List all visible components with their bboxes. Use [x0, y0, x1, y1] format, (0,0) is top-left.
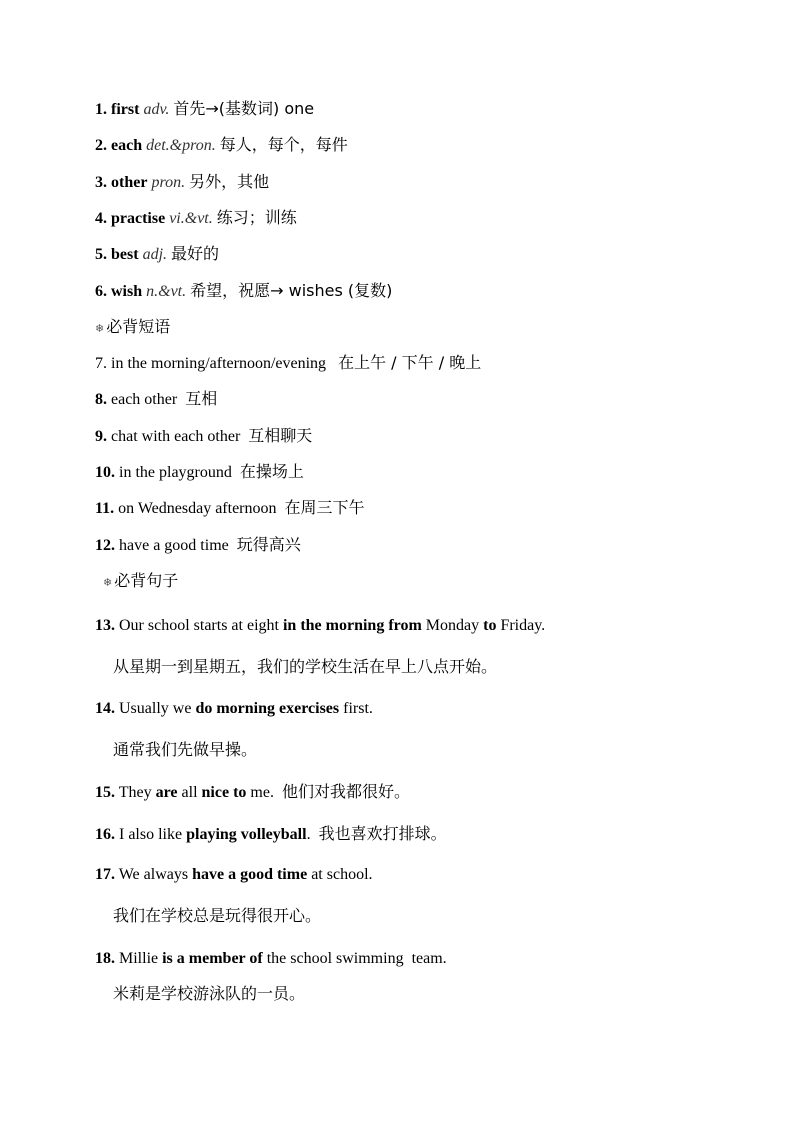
- sentence-text: Usually we: [119, 700, 192, 717]
- entry-number: 6.: [95, 283, 107, 300]
- entry-word: wish: [111, 283, 143, 300]
- phrase-entry-8: [95, 389, 217, 410]
- phrase-english: in the morning/afternoon/evening: [111, 355, 327, 372]
- sentence-14-translation: 通常我们先做早操。: [113, 740, 258, 759]
- sentence-16: [95, 824, 447, 845]
- phrases-heading: [95, 317, 170, 339]
- entry-number: 17.: [95, 866, 115, 883]
- sentence-17: [95, 865, 373, 885]
- entry-number: 4.: [95, 210, 107, 227]
- entry-word: first: [111, 101, 140, 118]
- sentence-text: Millie: [119, 950, 159, 967]
- sentence-keyword: nice to: [201, 784, 247, 801]
- sentence-14: [95, 699, 373, 719]
- sentence-text: the school swimming team.: [266, 950, 447, 967]
- sentence-16-translation: 我也喜欢打排球。: [318, 824, 447, 843]
- sentence-text: .: [306, 826, 311, 843]
- entry-word: practise: [111, 210, 166, 227]
- phrase-chinese: 在上午 / 下午 / 晚上: [338, 353, 482, 372]
- phrase-english: each other: [111, 391, 178, 408]
- sentence-text: Friday.: [500, 617, 546, 634]
- sentence-text: first.: [343, 700, 373, 717]
- entry-number: 11.: [95, 500, 115, 517]
- sentence-15-translation: 他们对我都很好。: [281, 782, 410, 801]
- entry-number: 8.: [95, 391, 107, 408]
- phrase-entry-9: [95, 426, 312, 447]
- entry-meaning: 练习；训练: [216, 208, 297, 227]
- sentence-13-translation: 从星期一到星期五，我们的学校生活在早上八点开始。: [113, 657, 498, 676]
- sentence-18: [95, 949, 447, 969]
- entry-word: each: [111, 137, 143, 154]
- entry-number: 2.: [95, 137, 107, 154]
- entry-pos: n.&vt.: [146, 283, 187, 300]
- phrase-entry-11: [95, 498, 365, 519]
- entry-number: 10.: [95, 464, 115, 481]
- sentence-keyword: playing volleyball: [186, 826, 307, 843]
- entry-meaning: 最好的: [171, 244, 220, 263]
- phrase-entry-7: [95, 353, 481, 374]
- phrase-entry-10: [95, 462, 304, 483]
- word-entry-6: [95, 281, 392, 302]
- sentence-text: all: [181, 784, 198, 801]
- sentence-text: Our school starts at eight: [119, 617, 279, 634]
- entry-number: 3.: [95, 174, 107, 191]
- sentences-heading-text: 必背句子: [114, 571, 179, 590]
- entry-number: 18.: [95, 950, 115, 967]
- entry-meaning: 希望，祝愿→ wishes (复数): [190, 281, 393, 300]
- sentence-text: Monday: [425, 617, 480, 634]
- sentence-keyword: is a member of: [162, 950, 263, 967]
- phrase-chinese: 在操场上: [239, 462, 304, 481]
- sentence-18-translation: 米莉是学校游泳队的一员。: [113, 984, 306, 1003]
- entry-number: 15.: [95, 784, 115, 801]
- sentences-heading: [103, 571, 178, 593]
- bullet-icon: ❄: [95, 322, 105, 335]
- phrase-entry-12: [95, 535, 301, 556]
- entry-number: 5.: [95, 246, 107, 263]
- entry-number: 12.: [95, 537, 115, 554]
- entry-number: 1.: [95, 101, 107, 118]
- sentence-15: [95, 782, 410, 803]
- phrases-heading-text: 必背短语: [106, 317, 171, 336]
- sentence-keyword: have a good time: [192, 866, 308, 883]
- phrase-chinese: 玩得高兴: [236, 535, 301, 554]
- sentence-keyword: do morning exercises: [195, 700, 340, 717]
- sentence-keyword: to: [483, 617, 497, 634]
- entry-number: 13.: [95, 617, 115, 634]
- bullet-icon: ❄: [103, 576, 113, 589]
- sentence-text: They: [118, 784, 152, 801]
- sentence-text: me.: [250, 784, 274, 801]
- entry-number: 14.: [95, 700, 115, 717]
- entry-meaning: 另外，其他: [189, 172, 270, 191]
- entry-pos: adj.: [142, 246, 168, 263]
- word-entry-2: [95, 135, 348, 156]
- sentence-13: [95, 616, 545, 636]
- sentence-keyword: in the morning from: [282, 617, 422, 634]
- entry-number: 16.: [95, 826, 115, 843]
- phrase-english: chat with each other: [111, 428, 241, 445]
- entry-pos: adv.: [143, 101, 170, 118]
- entry-meaning: 首先→(基数词) one: [173, 99, 315, 118]
- entry-pos: det.&pron.: [146, 137, 216, 154]
- entry-number: 9.: [95, 428, 107, 445]
- word-entry-4: [95, 208, 297, 229]
- word-entry-3: [95, 172, 269, 193]
- entry-word: other: [111, 174, 148, 191]
- entry-pos: vi.&vt.: [169, 210, 213, 227]
- entry-pos: pron.: [151, 174, 186, 191]
- phrase-english: have a good time: [119, 537, 229, 554]
- phrase-english: on Wednesday afternoon: [118, 500, 277, 517]
- sentence-text: We always: [118, 866, 189, 883]
- phrase-english: in the playground: [119, 464, 232, 481]
- word-entry-5: [95, 244, 219, 265]
- entry-number: 7.: [95, 355, 107, 372]
- sentence-text: at school.: [311, 866, 373, 883]
- sentence-keyword: are: [155, 784, 178, 801]
- phrase-chinese: 在周三下午: [284, 498, 365, 517]
- sentence-text: I also like: [119, 826, 183, 843]
- entry-word: best: [111, 246, 139, 263]
- sentence-17-translation: 我们在学校总是玩得很开心。: [113, 906, 322, 925]
- word-entry-1: [95, 99, 314, 120]
- phrase-chinese: 互相聊天: [248, 426, 313, 445]
- entry-meaning: 每人，每个，每件: [219, 135, 348, 154]
- phrase-chinese: 互相: [185, 389, 218, 408]
